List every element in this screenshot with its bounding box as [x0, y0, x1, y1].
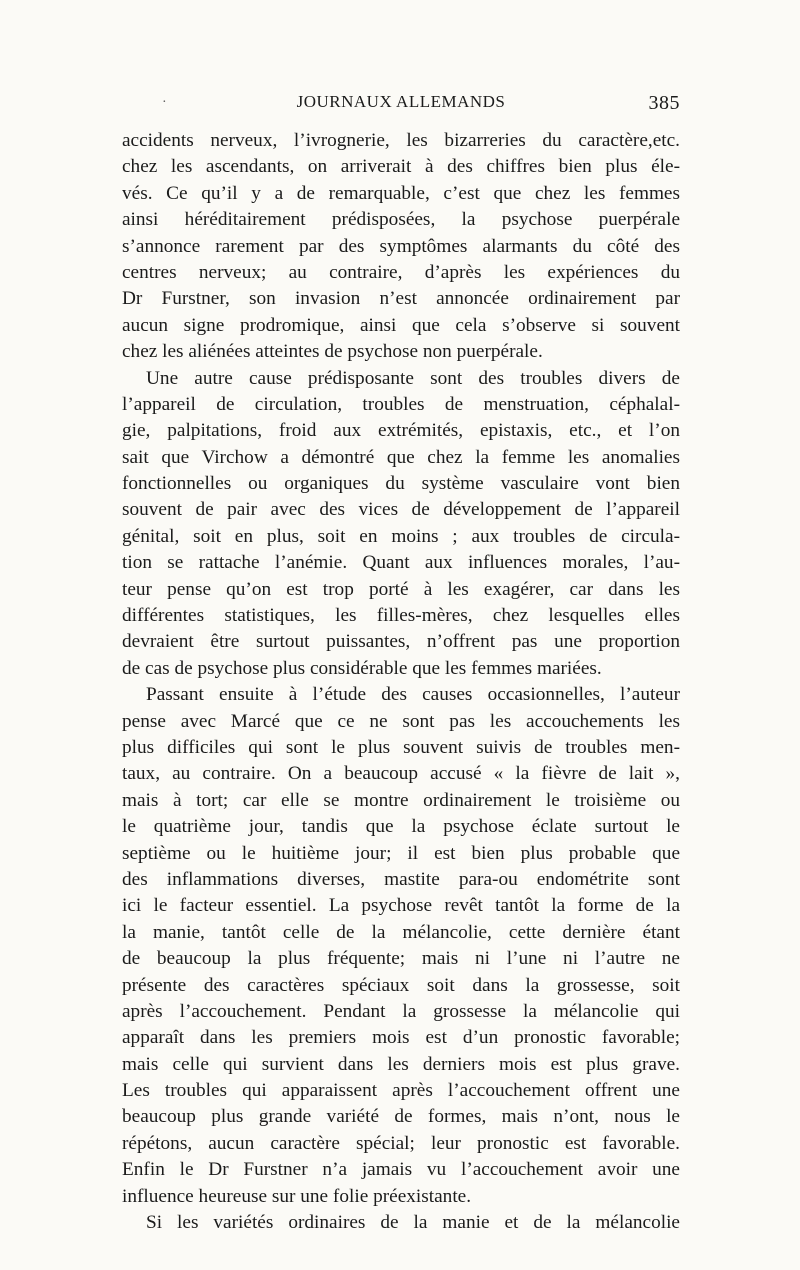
- text-line: mais celle qui survient dans les derniers mois est plus grave.: [122, 1053, 680, 1075]
- text-line: fonctionnelles ou organiques du système vasculaire vont bien: [122, 473, 680, 495]
- text-line: teur pense qu’on est trop porté à les exagérer, car dans les: [122, 578, 680, 600]
- text-line: septième ou le huitième jour; il est bien plus probable que: [122, 842, 680, 864]
- text-line: Une autre cause prédisposante sont des troubles divers de: [146, 367, 680, 389]
- text-line: après l’accouchement. Pendant la grossesse la mélancolie qui: [122, 1000, 680, 1022]
- text-line: souvent de pair avec des vices de développement de l’appareil: [122, 499, 680, 521]
- text-line: Passant ensuite à l’étude des causes occasionnelles, l’auteur: [146, 684, 680, 706]
- text-line: la manie, tantôt celle de la mélancolie, cette dernière étant: [122, 921, 680, 943]
- text-line: taux, au contraire. On a beaucoup accusé « la fièvre de lait »,: [122, 763, 680, 785]
- text-line: de beaucoup la plus fréquente; mais ni l’une ni l’autre ne: [122, 948, 680, 970]
- text-line: Les troubles qui apparaissent après l’accouchement offrent une: [122, 1080, 680, 1102]
- text-line: centres nerveux; au contraire, d’après les expériences du: [122, 261, 680, 283]
- text-line: aucun signe prodromique, ainsi que cela s’observe si souvent: [122, 314, 680, 336]
- text-line: de cas de psychose plus considérable que les femmes mariées.: [122, 657, 602, 679]
- text-line: vés. Ce qu’il y a de remarquable, c’est que chez les femmes: [122, 182, 680, 204]
- text-line: Dr Furstner, son invasion n’est annoncée ordinairement par: [122, 288, 680, 310]
- text-line: mais à tort; car elle se montre ordinairement le troisième ou: [122, 789, 680, 811]
- text-line: apparaît dans les premiers mois est d’un pronostic favorable;: [122, 1027, 680, 1049]
- text-line: génital, soit en plus, soit en moins ; aux troubles de circula-: [122, 525, 680, 547]
- text-line: chez les aliénées atteintes de psychose non puerpérale.: [122, 341, 543, 363]
- text-line: des inflammations diverses, mastite para-ou endométrite sont: [122, 868, 680, 890]
- text-line: plus difficiles qui sont le plus souvent suivis de troubles men-: [122, 736, 680, 758]
- text-line: beaucoup plus grande variété de formes, mais n’ont, nous le: [122, 1106, 680, 1128]
- body-text: [122, 128, 680, 1236]
- text-line: tion se rattache l’anémie. Quant aux influences morales, l’au-: [122, 552, 680, 574]
- text-line: pense avec Marcé que ce ne sont pas les accouchements les: [122, 710, 680, 732]
- text-line: ici le facteur essentiel. La psychose revêt tantôt la forme de la: [122, 895, 680, 917]
- text-line: influence heureuse sur une folie préexistante.: [122, 1185, 472, 1207]
- text-line: chez les ascendants, on arriverait à des chiffres bien plus éle-: [122, 156, 680, 178]
- running-head-title: JOURNAUX ALLEMANDS: [296, 92, 506, 111]
- page-number: 385: [648, 92, 680, 114]
- text-line: Enfin le Dr Furstner n’a jamais vu l’accouchement avoir une: [122, 1159, 680, 1181]
- text-line: Si les variétés ordinaires de la manie et de la mélancolie: [146, 1212, 680, 1234]
- text-line: répétons, aucun caractère spécial; leur pronostic est favorable.: [122, 1132, 680, 1154]
- text-line: gie, palpitations, froid aux extrémités, epistaxis, etc., et l’on: [122, 420, 680, 442]
- text-line: le quatrième jour, tandis que la psychose éclate surtout le: [122, 816, 680, 838]
- running-head: [122, 92, 680, 118]
- text-line: différentes statistiques, les filles-mères, chez lesquelles elles: [122, 605, 680, 627]
- text-line: sait que Virchow a démontré que chez la femme les anomalies: [122, 446, 680, 468]
- text-line: l’appareil de circulation, troubles de menstruation, céphalal-: [122, 393, 680, 415]
- text-line: accidents nerveux, l’ivrognerie, les bizarreries du caractère,etc.: [122, 130, 680, 151]
- running-head-dot: ·: [162, 95, 168, 110]
- text-line: présente des caractères spéciaux soit dans la grossesse, soit: [122, 974, 680, 996]
- text-line: s’annonce rarement par des symptômes alarmants du côté des: [122, 235, 680, 257]
- text-line: devraient être surtout puissantes, n’offrent pas une proportion: [122, 631, 680, 653]
- text-line: ainsi héréditairement prédisposées, la psychose puerpérale: [122, 209, 680, 231]
